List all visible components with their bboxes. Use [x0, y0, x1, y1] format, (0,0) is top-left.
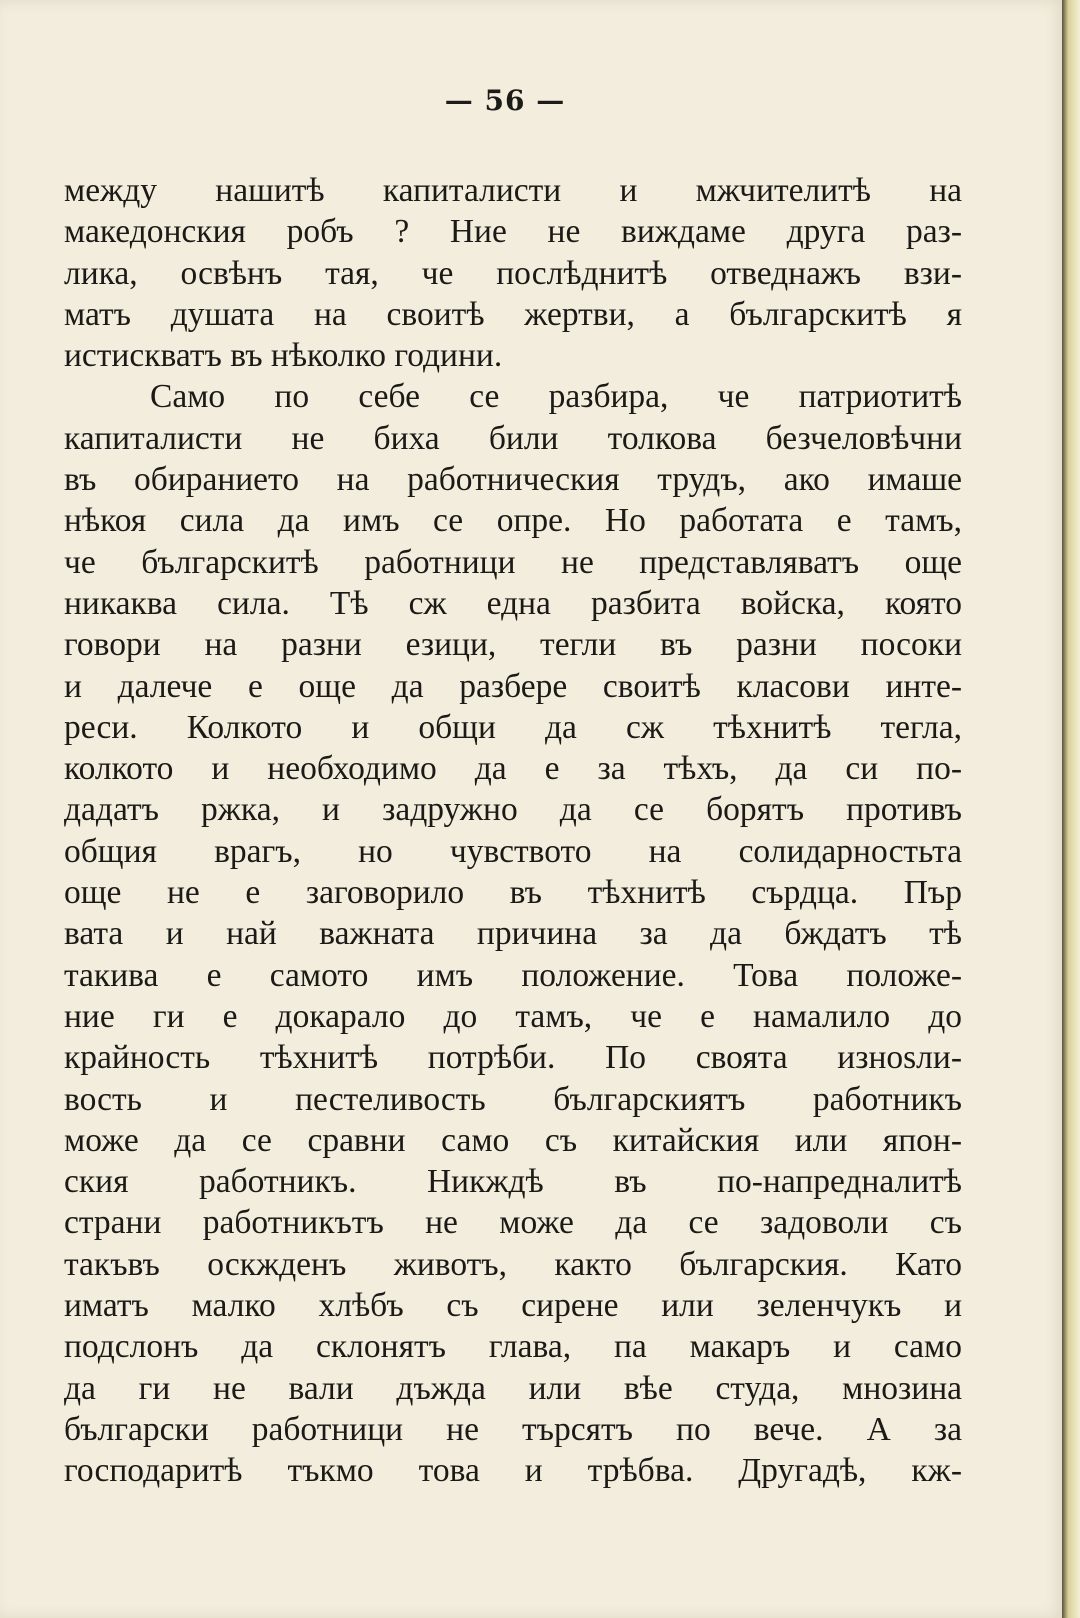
text-line: още не е заговорило въ тѣхнитѣ сърдца. Пър	[64, 874, 962, 912]
text-line: такива е самото имъ положение. Това положе-	[64, 956, 962, 994]
text-line: страни работникътъ не може да се задоволи съ	[64, 1204, 962, 1242]
text-line: крайность тѣхнитѣ потрѣби. По своята изнosли-	[64, 1039, 962, 1077]
text-line: господаритѣ тъкмо това и трѣбва. Другадѣ, кж-	[64, 1452, 962, 1490]
text-line: матъ душата на своитѣ жертви, а българскитѣ я	[64, 295, 962, 333]
text-line: колкото и необходимо да е за тѣхъ, да си по-	[64, 750, 962, 788]
text-line: български работници не търсятъ по вече. А за	[64, 1410, 962, 1448]
text-line: да ги не вали дъжда или вѣе студа, мнозина	[64, 1369, 962, 1407]
text-line: иматъ малко хлѣбъ съ сирене или зеленчукъ и	[64, 1287, 962, 1325]
text-line: такъвъ оскжденъ животъ, както българския. Като	[64, 1245, 962, 1283]
text-line: капиталисти не биха били толкова безчеловѣчни	[64, 419, 962, 457]
body-text	[64, 170, 962, 1492]
text-line: нѣкоя сила да имъ се опре. Но работата е тамъ,	[64, 502, 962, 540]
text-line: подслонъ да склонятъ глава, па макаръ и само	[64, 1328, 962, 1366]
text-line: общия врагъ, но чувството на солидарностьта	[64, 832, 962, 870]
text-line: вата и най важната причина за да бждатъ тѣ	[64, 915, 962, 953]
text-line: говори на разни езици, тегли въ разни посоки	[64, 626, 962, 664]
text-line: може да се сравни само съ китайския или япон-	[64, 1121, 962, 1159]
text-line: въ обиранието на работническия трудъ, ако имаше	[64, 461, 962, 499]
text-line: ския работникъ. Никждѣ въ по-напредналитѣ	[64, 1163, 962, 1201]
text-line: между нашитѣ капиталисти и мжчителитѣ на	[64, 172, 962, 209]
text-line: че българскитѣ работници не представляватъ още	[64, 543, 962, 581]
page-number: — 56 —	[444, 84, 566, 117]
text-line: истискватъ въ нѣколко години.	[64, 337, 503, 375]
text-line: и далече е още да разбере своитѣ класови инте-	[64, 667, 962, 705]
text-line: никаква сила. Тѣ сж една разбита войска, която	[64, 584, 962, 622]
text-line: реси. Колкото и общи да сж тѣхнитѣ тегла,	[64, 708, 962, 746]
text-line: вость и пестеливость българскиятъ работникъ	[64, 1080, 962, 1118]
text-line: ние ги е докарало до тамъ, че е намалило до	[64, 997, 962, 1035]
text-line: Само по себе се разбира, че патриотитѣ	[150, 378, 962, 416]
page-edge	[1062, 0, 1080, 1618]
text-line: лика, освѣнъ тая, че послѣднитѣ отведнажъ взи-	[64, 254, 962, 292]
text-line: македонския робъ ? Ние не виждаме друга раз-	[64, 213, 962, 251]
text-line: дадатъ ржка, и задружно да се борятъ противъ	[64, 791, 962, 829]
